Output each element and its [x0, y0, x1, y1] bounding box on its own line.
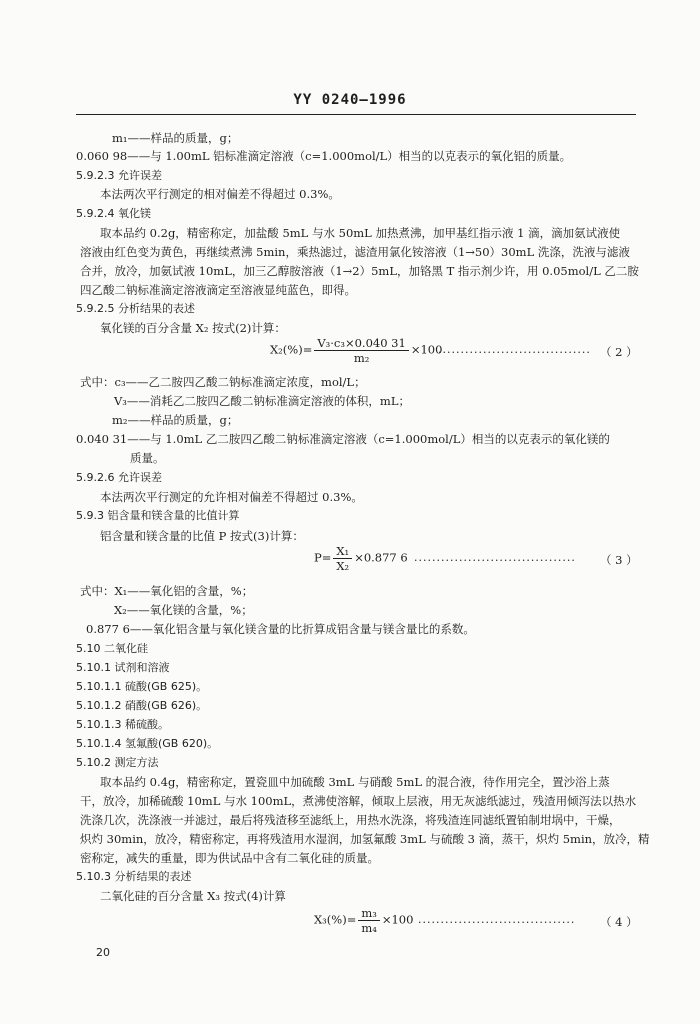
section-5-10-1-2: 5.10.1.2 硝酸(GB 626)。	[76, 699, 208, 712]
eq3-leader-dots: ····································	[414, 554, 576, 567]
section-5-10-2-para-line-3: 洗涤几次，洗涤液一并滤过，最后将残渣移至滤纸上，用热水洗涤，将残渣连同滤纸置铂制坩埚中，干燥，	[80, 813, 621, 827]
section-5-10-2-heading: 5.10.2 测定方法	[76, 756, 159, 769]
section-5-10-1-1: 5.10.1.1 硫酸(GB 625)。	[76, 680, 208, 693]
section-5-10-heading: 5.10 二氧化硅	[76, 642, 148, 655]
eq2-number: （ 2 ）	[600, 345, 638, 359]
coef-08776-definition: 0.877 6——氧化铝含量与氧化镁含量的比折算成铝含量与镁含量比的系数。	[86, 622, 475, 636]
eq2-numerator: V₃·c₃×0.040 31	[314, 336, 408, 351]
section-5-9-2-4-para-line-3: 合并，放冷，加氨试液 10mL，加三乙醇胺溶液（1→2）5mL，加铬黑 T 指示剂少许，用 0.05mol/L 乙二胺	[80, 264, 639, 278]
eq2-leader-dots: ··································	[438, 346, 591, 359]
section-5-10-3-heading: 5.10.3 分析结果的表述	[76, 870, 192, 883]
coef-004031-definition: 0.040 31——与 1.0mL 乙二胺四乙酸二钠标准滴定溶液（c=1.000mol/L）相当的以克表示的氧化镁的	[76, 432, 610, 446]
section-5-9-3-intro: 铝含量和镁含量的比值 P 按式(3)计算：	[100, 529, 304, 543]
eq2-lhs: X₂(%)=	[270, 342, 313, 357]
coef-006098-definition: 0.060 98——与 1.00mL 铝标准滴定溶液（c=1.000mol/L）相当的以克表示的氧化铝的质量。	[76, 149, 572, 163]
section-5-9-2-5-heading: 5.9.2.5 分析结果的表述	[76, 302, 195, 315]
eq2-denominator: m₂	[353, 351, 370, 365]
eq3-denominator: X₂	[336, 559, 350, 573]
m2-definition: m₂——样品的质量，g；	[112, 413, 239, 427]
section-5-9-2-4-para-line-1: 取本品约 0.2g，精密称定，加盐酸 5mL 与水 50mL 加热煮沸，加甲基红指示液 1 滴，滴加氨试液使	[100, 226, 621, 240]
section-5-9-3-heading: 5.9.3 铝含量和镁含量的比值计算	[76, 509, 240, 522]
eq3-fraction	[333, 544, 352, 573]
eq2-rhs: ×100	[410, 342, 443, 357]
eq3-lhs: P=	[314, 550, 332, 565]
section-5-9-2-4-heading: 5.9.2.4 氧化镁	[76, 207, 151, 220]
section-5-9-2-3-heading: 5.9.2.3 允许误差	[76, 169, 162, 182]
equation-4	[314, 906, 413, 935]
section-5-9-2-6-heading: 5.9.2.6 允许误差	[76, 471, 162, 484]
eq4-leader-dots: ···································	[418, 916, 576, 929]
section-5-10-3-intro: 二氧化硅的百分含量 X₃ 按式(4)计算	[100, 889, 286, 903]
equation-2	[270, 336, 442, 365]
coef-004031-definition-cont: 质量。	[130, 451, 165, 465]
v3-definition: V₃——消耗乙二胺四乙酸二钠标准滴定溶液的体积，mL；	[114, 394, 410, 408]
section-5-10-2-para-line-4: 炽灼 30min，放冷，精密称定，再将残渣用水湿润，加氢氟酸 3mL 与硫酸 3 滴，蒸干，炽灼 5min，放冷，精	[80, 832, 650, 846]
page-number: 20	[96, 946, 110, 959]
eq4-numerator: m₃	[358, 906, 380, 921]
eq3-number: （ 3 ）	[600, 553, 638, 567]
eq2-fraction	[314, 336, 408, 365]
header-rule	[76, 114, 636, 115]
eq3-numerator: X₁	[333, 544, 352, 559]
section-5-9-2-4-para-line-2: 溶液由红色变为黄色，再继续煮沸 5min，乘热滤过，滤渣用氯化铵溶液（1→50）30mL 洗涤，洗液与滤液	[80, 245, 630, 259]
section-5-9-2-3-text: 本法两次平行测定的相对偏差不得超过 0.3%。	[100, 187, 340, 201]
eq4-denominator: m₄	[361, 921, 377, 935]
eq4-lhs: X₃(%)=	[314, 912, 357, 927]
eq4-number: （ 4 ）	[600, 915, 638, 929]
section-5-10-1-3: 5.10.1.3 稀硫酸。	[76, 718, 169, 731]
section-5-10-1-heading: 5.10.1 试剂和溶液	[76, 661, 170, 674]
section-5-9-2-4-para-line-4: 四乙酸二钠标准滴定溶液滴定至溶液显纯蓝色，即得。	[80, 283, 356, 297]
section-5-10-1-4: 5.10.1.4 氢氟酸(GB 620)。	[76, 737, 219, 750]
equation-3	[314, 544, 408, 573]
x2-definition: X₂——氧化镁的含量，%；	[114, 603, 253, 617]
section-5-9-2-6-text: 本法两次平行测定的允许相对偏差不得超过 0.3%。	[100, 490, 363, 504]
section-5-10-2-para-line-1: 取本品约 0.4g，精密称定，置瓷皿中加硫酸 3mL 与硝酸 5mL 的混合液，待作用完全，置沙浴上蒸	[100, 775, 610, 789]
standard-number-header: YY 0240—1996	[293, 92, 407, 108]
eq4-rhs: ×100	[381, 912, 414, 927]
eq4-fraction	[358, 906, 380, 935]
section-5-10-2-para-line-2: 干，放冷，加稀硫酸 10mL 与水 100mL，煮沸使溶解，倾取上层液，用无灰滤纸滤过，残渣用倾泻法以热水	[80, 794, 637, 808]
c3-definition: 式中：c₃——乙二胺四乙酸二钠标准滴定浓度，mol/L；	[80, 375, 366, 389]
m1-definition: m₁——样品的质量，g；	[112, 131, 239, 145]
section-5-10-2-para-line-5: 密称定，减失的重量，即为供试品中含有二氧化硅的质量。	[80, 851, 379, 865]
eq3-rhs: ×0.877 6	[354, 550, 408, 565]
x1-definition: 式中：X₁——氧化铝的含量，%；	[80, 584, 254, 598]
section-5-9-2-5-intro: 氧化镁的百分含量 X₂ 按式(2)计算：	[100, 321, 286, 335]
